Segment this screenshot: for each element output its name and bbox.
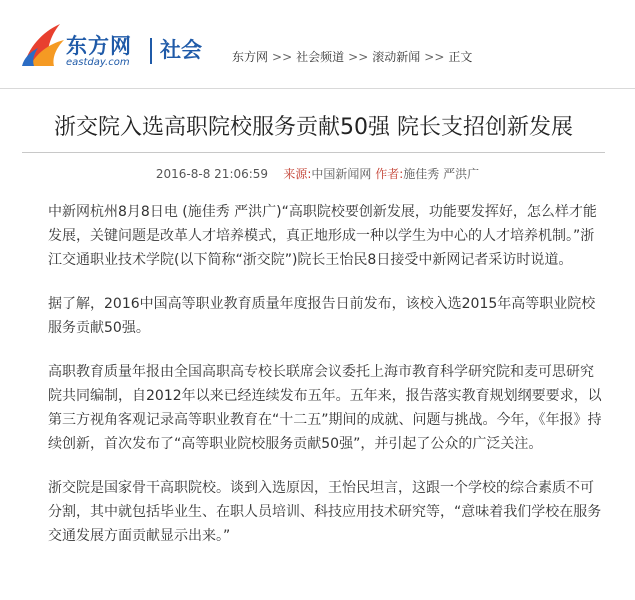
article-paragraph: 据了解，2016中国高等职业教育质量年度报告日前发布，该校入选2015年高等职业院校服务贡献50强。 [48,296,596,336]
site-header [0,0,635,89]
article-body [48,200,604,568]
breadcrumb-scroll-news[interactable]: 滚动新闻 [372,50,421,64]
brand-separator [150,38,152,64]
breadcrumb-separator-icon: >> [348,50,369,64]
article-paragraph: 高职教育质量年报由全国高职高专校长联席会议委托上海市教育科学研究院和麦可思研究院共同编制，自2012年以来已经连续发布五年。五年来，报告落实教育规划纲要要求，以第三方视角客观记录高等职业教育在“十二五”期间的成就、问题与挑战。今年，《年报》持续创新，首次发布了“高等职业院校服务贡献50强”，并引起了公众的广泛关注。 [48,364,602,452]
channel-name[interactable]: 社会 [160,38,202,62]
breadcrumb [232,48,472,65]
breadcrumb-home[interactable]: 东方网 [232,50,269,64]
article-authors: 施佳秀 严洪广 [403,167,480,181]
brand-domain[interactable]: eastday.com [66,57,130,68]
article-title-block [22,92,605,153]
breadcrumb-current: 正文 [448,50,473,64]
breadcrumb-separator-icon: >> [424,50,445,64]
source-label: 来源: [283,167,312,181]
article-title: 浙交院入选高职院校服务贡献50强 院长支招创新发展 [54,115,573,140]
breadcrumb-separator-icon: >> [272,50,293,64]
article-date: 2016-8-8 21:06:59 [155,167,269,181]
brand-name[interactable]: 东方网 [66,34,132,58]
article-paragraph: 浙交院是国家骨干高职院校。谈到入选原因，王怡民坦言，这跟一个学校的综合素质不可分割，其中就包括毕业生、在职人员培训、科技应用技术研究等，“意味着我们学校在服务交通发展方面贡献显示出来。” [48,480,602,544]
breadcrumb-channel[interactable]: 社会频道 [296,50,345,64]
author-label: 作者: [375,167,404,181]
article-meta [0,165,635,182]
source-link[interactable]: 中国新闻网 [311,167,372,181]
article-paragraph: 中新网杭州8月8日电 (施佳秀 严洪广)“高职院校要创新发展，功能要发挥好，怎么样才能发展，关键问题是改革人才培养模式，真正地形成一种以学生为中心的人才培养机制。”浙江交通职业技术学院(以下简称“浙交院”)院长王怡民8日接受中新网记者采访时说道。 [48,204,597,268]
